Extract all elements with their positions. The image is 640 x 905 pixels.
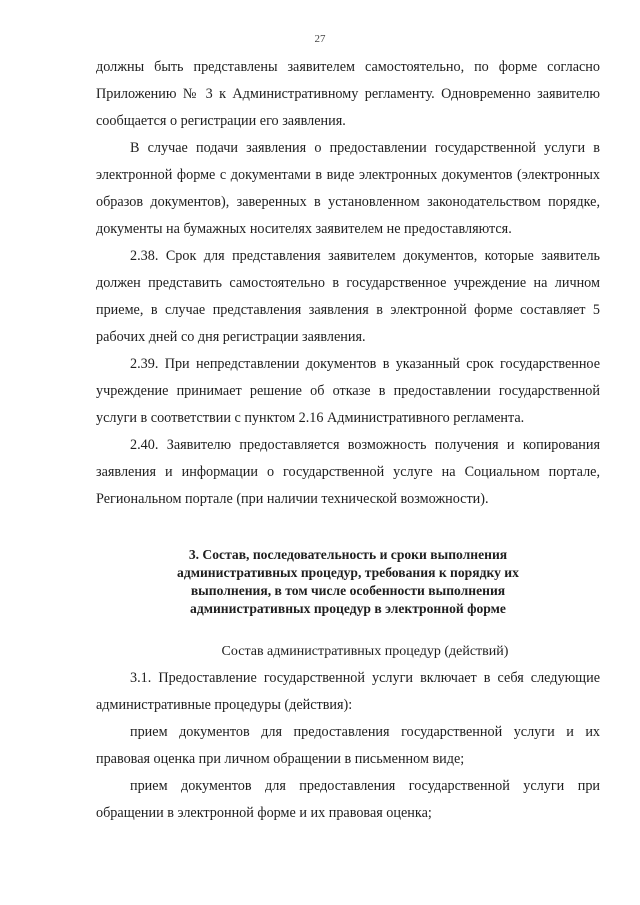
list-item: прием документов для предоставления государственной услуги при обращении в электронной форме и их правовая оценка;: [96, 778, 600, 821]
subheading: Состав административных процедур (действий): [221, 644, 509, 659]
section-heading: 3. Состав, последовательность и сроки выполнения административных процедур, требования к порядку их выполнения, в том числе особенности выполнения административных процедур в электронной форме: [177, 547, 519, 616]
paragraph-2-39: 2.39. При непредставлении документов в указанный срок государственное учреждение принимает решение об отказе в предоставлении государственной услуги в соответствии с пунктом 2.16 Административного регламента.: [96, 356, 600, 426]
paragraph-2-38: 2.38. Срок для представления заявителем документов, которые заявитель должен представить самостоятельно в государственное учреждение на личном приеме, в случае представления заявления в электронной форме составляет 5 рабочих дней со дня регистрации заявления.: [96, 248, 600, 345]
page-number: 27: [314, 33, 326, 45]
paragraph: В случае подачи заявления о предоставлении государственной услуги в электронной форме с документами в виде электронных документов (электронных образов документов), заверенных в установленном законодательством порядке, документы на бумажных носителях заявителем не предоставляются.: [96, 140, 600, 237]
paragraph: должны быть представлены заявителем самостоятельно, по форме согласно Приложению № 3 к Административному регламенту. Одновременно заявителю сообщается о регистрации его заявления.: [96, 59, 600, 129]
paragraph-3-1: 3.1. Предоставление государственной услуги включает в себя следующие административные процедуры (действия):: [96, 670, 600, 713]
list-item: прием документов для предоставления государственной услуги и их правовая оценка при личном обращении в письменном виде;: [96, 724, 600, 767]
document-body: [96, 54, 600, 827]
paragraph-2-40: 2.40. Заявителю предоставляется возможность получения и копирования заявления и информации о государственной услуге на Социальном портале, Региональном портале (при наличии технической возможности).: [96, 437, 600, 507]
